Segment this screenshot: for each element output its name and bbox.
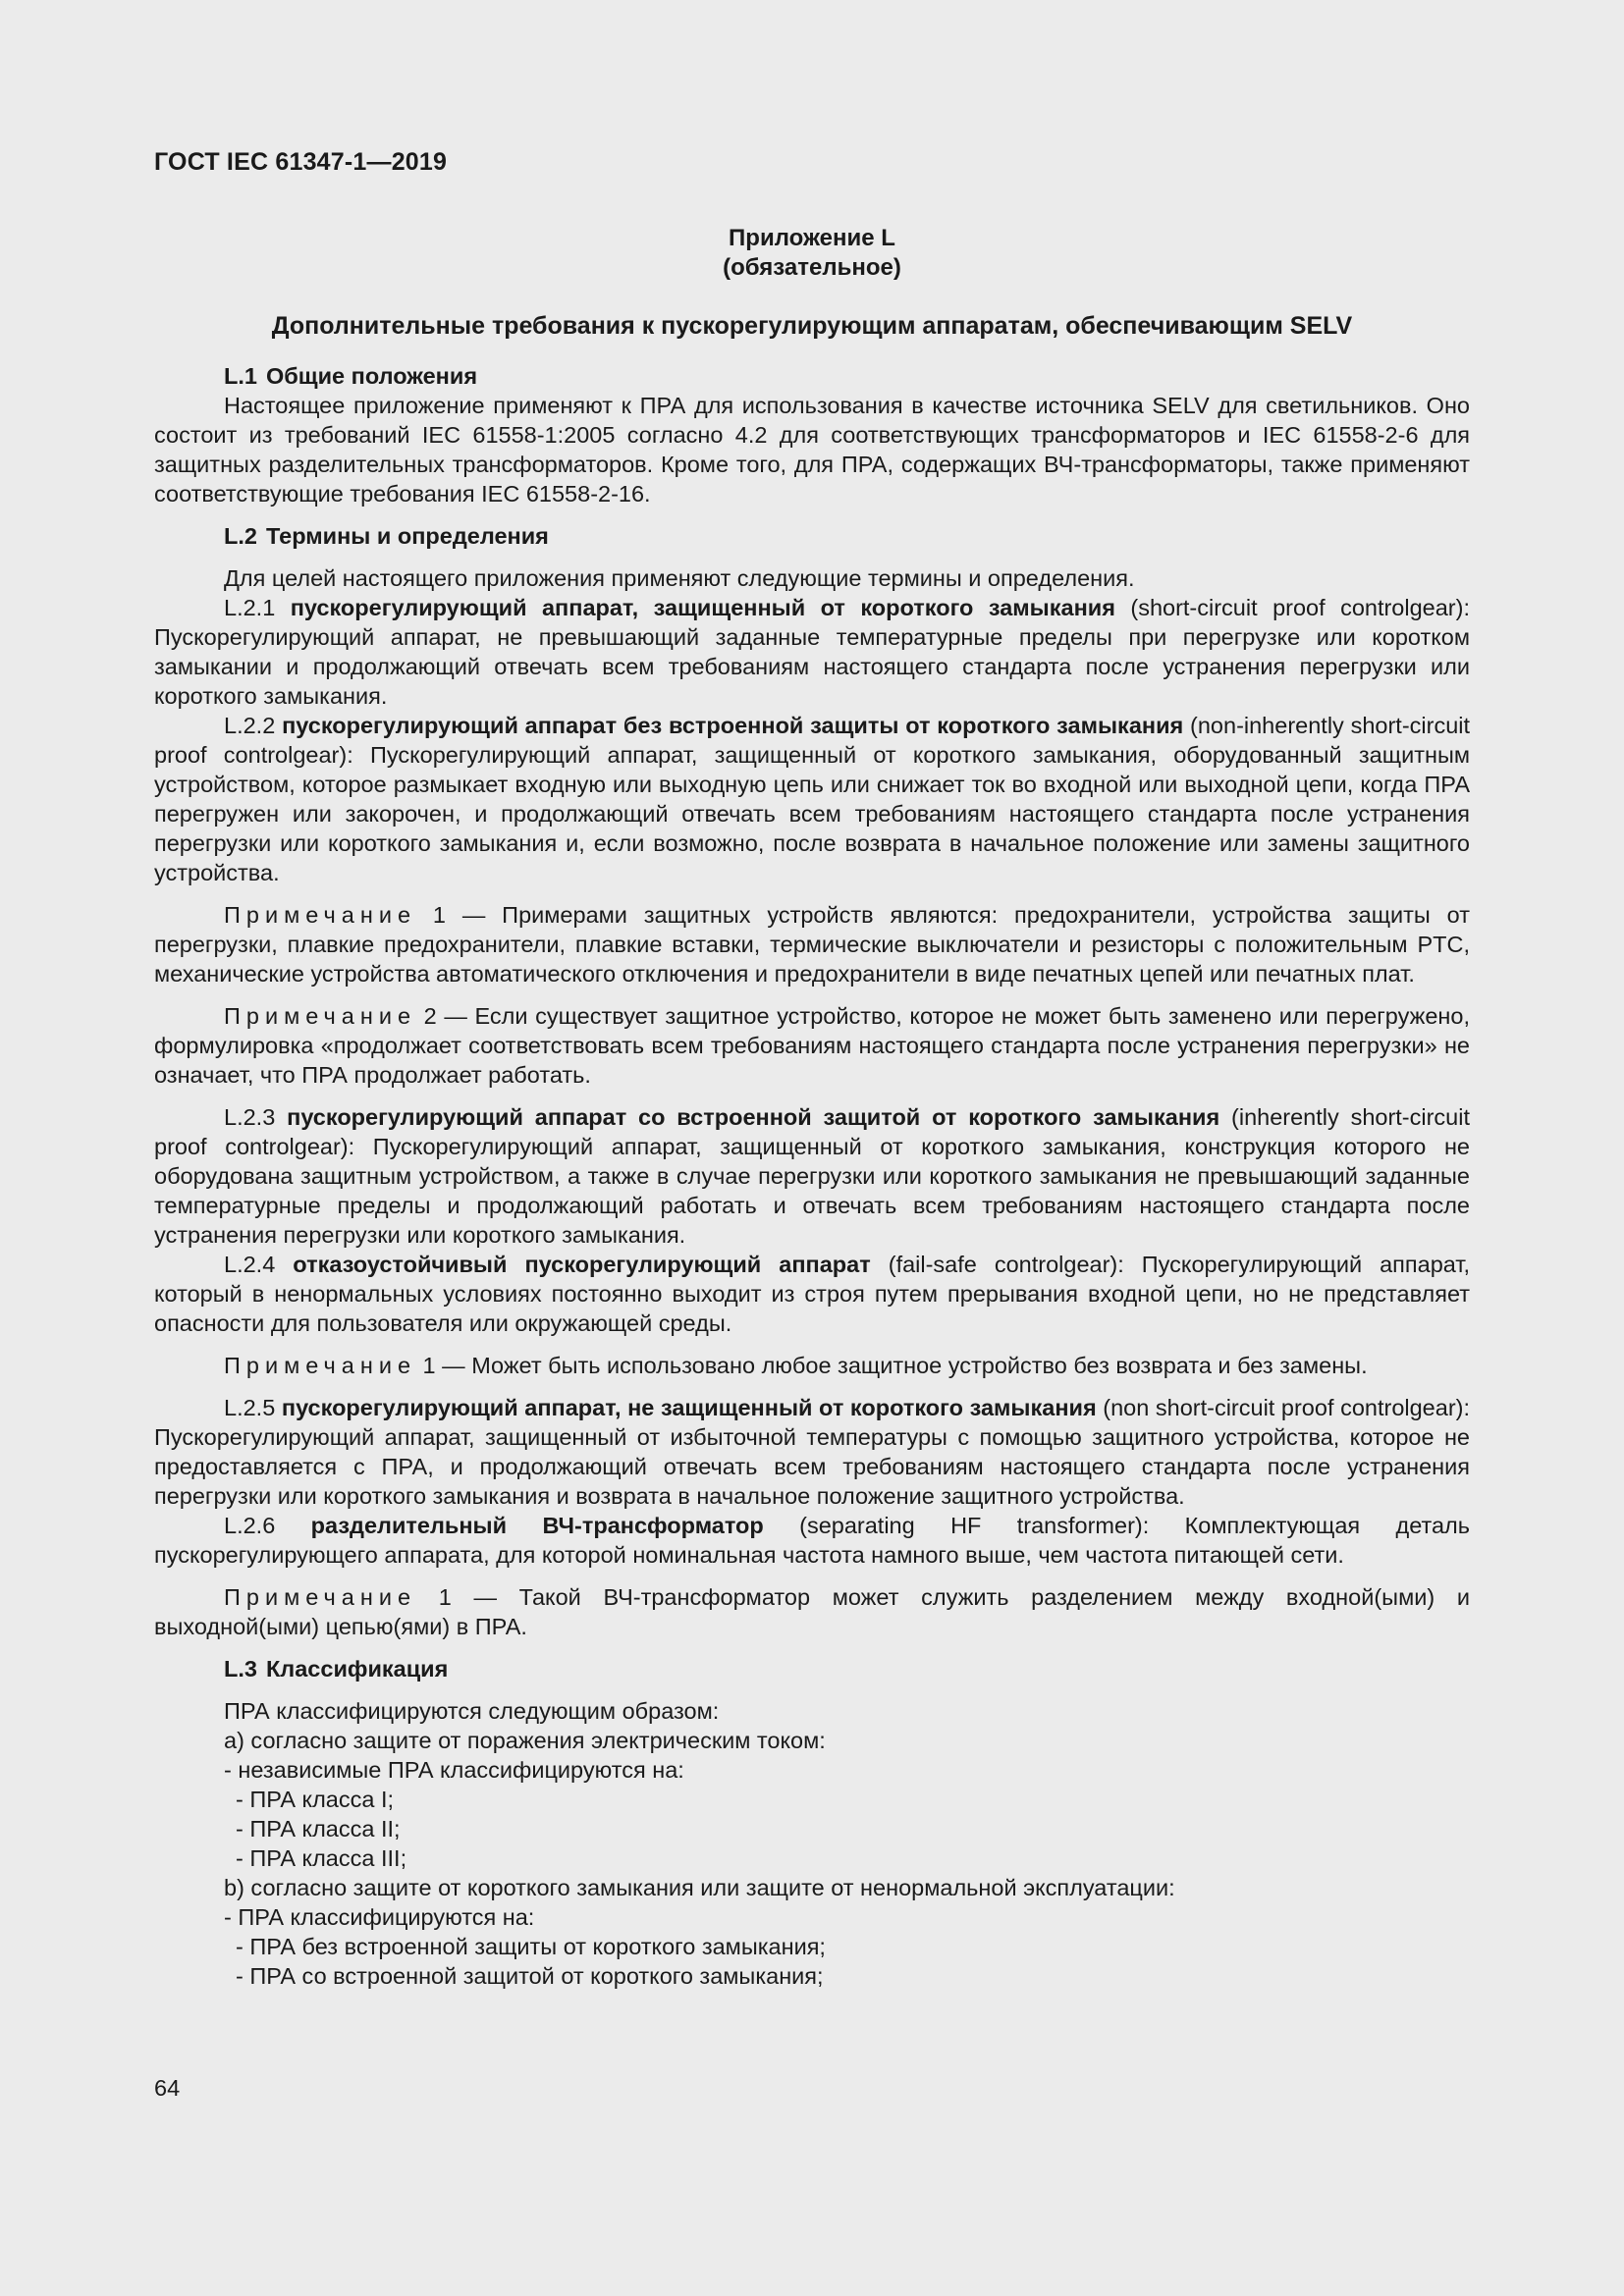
- note: [154, 1001, 1470, 1090]
- definition-term: разделительный ВЧ-трансформатор: [310, 1513, 764, 1538]
- note: [154, 1582, 1470, 1641]
- definition-number: L.2.5: [224, 1395, 276, 1420]
- classification-line: - ПРА класса I;: [236, 1787, 395, 1812]
- definition-l2-6: [154, 1511, 1470, 1570]
- classification-line: - независимые ПРА классифицируются на:: [224, 1757, 684, 1783]
- definition-text: (short-circuit proof controlgear): Пускорегулирующий аппарат, не превышающий заданные температурные пределы при перегрузке или коротком замыкании и продолжающий отвечать всем требованиям настоящего стандарта после устранения перегрузки или короткого замыкания.: [154, 595, 1470, 709]
- note-text: 1 — Такой ВЧ-трансформатор может служить разделением между входной(ыми) и выходной(ыми) цепью(ями) в ПРА.: [154, 1584, 1470, 1639]
- classification-list: [154, 1696, 1470, 1991]
- definition-number: L.2.1: [224, 595, 276, 620]
- note-label: Примечание: [224, 1353, 417, 1378]
- note: [154, 900, 1470, 988]
- definition-term: пускорегулирующий аппарат без встроенной защиты от короткого замыкания: [282, 713, 1184, 738]
- definition-text: (separating HF transformer): Комплектующая деталь пускорегулирующего аппарата, для которой номинальная частота намного выше, чем частота питающей сети.: [154, 1513, 1471, 1568]
- definition-text: (fail-safe controlgear): Пускорегулирующий аппарат, который в ненормальных условиях постоянно выходит из строя путем прерывания входной цепи, но не представляет опасности для пользователя или окружающей среды.: [154, 1252, 1470, 1336]
- annex-status: (обязательное): [723, 254, 901, 281]
- standard-header: ГОСТ IEC 61347-1—2019: [154, 148, 448, 176]
- section-number: L.3: [224, 1656, 257, 1682]
- section-title: Общие положения: [265, 363, 478, 389]
- definition-l2-1: [154, 593, 1470, 711]
- definition-number: L.2.2: [224, 713, 276, 738]
- classification-line: b) согласно защите от короткого замыкания или защите от ненормальной эксплуатации:: [224, 1875, 1175, 1900]
- definition-l2-4: [154, 1250, 1470, 1338]
- section-title: Классификация: [265, 1656, 449, 1682]
- classification-line: - ПРА класса III;: [236, 1845, 407, 1871]
- definition-number: L.2.4: [224, 1252, 276, 1277]
- note-label: Примечание: [224, 1584, 417, 1610]
- definition-number: L.2.3: [224, 1104, 276, 1130]
- classification-line: ПРА классифицируются следующим образом:: [224, 1698, 720, 1724]
- section-heading-l3: [154, 1654, 1470, 1683]
- classification-line: a) согласно защите от поражения электрическим током:: [224, 1728, 826, 1753]
- note-text: 1 — Примерами защитных устройств являются: предохранители, устройства защиты от перегрузки, плавкие предохранители, плавкие вставки, термические выключатели и резисторы с положительным PTC, механические устройства автоматического отключения и предохранители в виде печатных цепей или печатных плат.: [154, 902, 1470, 987]
- classification-line: - ПРА классифицируются на:: [224, 1904, 535, 1930]
- annex-title: Дополнительные требования к пускорегулирующим аппаратам, обеспечивающим SELV: [271, 312, 1353, 340]
- page-number: 64: [154, 2075, 181, 2101]
- classification-line: - ПРА со встроенной защитой от короткого замыкания;: [236, 1963, 824, 1989]
- section-heading-l1: [154, 361, 1470, 391]
- definition-l2-2: [154, 711, 1470, 887]
- section-number: L.2: [224, 523, 257, 549]
- definition-term: пускорегулирующий аппарат со встроенной защитой от короткого замыкания: [287, 1104, 1220, 1130]
- note-text: 2 — Если существует защитное устройство, которое не может быть заменено или перегружено, формулировка «продолжает соответствовать всем требованиям настоящего стандарта после устранения перегрузки» не означает, что ПРА продолжает работать.: [154, 1003, 1470, 1088]
- definition-term: отказоустойчивый пускорегулирующий аппарат: [293, 1252, 871, 1277]
- note-label: Примечание: [224, 1003, 417, 1029]
- paragraph: Для целей настоящего приложения применяют следующие термины и определения.: [224, 565, 1135, 591]
- definition-text: (non-inherently short-circuit proof controlgear): Пускорегулирующий аппарат, защищенный от короткого замыкания, оборудованный защитным устройством, которое размыкает входную или выходную цепь или снижает ток во входной или выходной цепи, когда ПРА перегружен или закорочен, и продолжающий отвечать всем требованиям настоящего стандарта после устранения перегрузки или короткого замыкания и, если возможно, после возврата в начальное положение или замены защитного устройства.: [154, 713, 1471, 885]
- note-text: 1 — Может быть использовано любое защитное устройство без возврата и без замены.: [416, 1353, 1368, 1378]
- definition-l2-5: [154, 1393, 1470, 1511]
- definition-term: пускорегулирующий аппарат, защищенный от короткого замыкания: [290, 595, 1115, 620]
- classification-line: - ПРА без встроенной защиты от короткого замыкания;: [236, 1934, 826, 1959]
- definition-l2-3: [154, 1102, 1470, 1250]
- note-label: Примечание: [224, 902, 417, 928]
- section-heading-l2: [154, 521, 1470, 551]
- definition-number: L.2.6: [224, 1513, 276, 1538]
- section-title: Термины и определения: [265, 523, 549, 549]
- section-number: L.1: [224, 363, 257, 389]
- note: [154, 1351, 1470, 1380]
- page-content: [154, 224, 1470, 1991]
- paragraph: Настоящее приложение применяют к ПРА для использования в качестве источника SELV для светильников. Оно состоит из требований IEC 61558-1:2005 согласно 4.2 для соответствующих трансформаторов и IEC 61558-2-6 для защитных разделительных трансформаторов. Кроме того, для ПРА, содержащих ВЧ-трансформаторы, также применяют соответствующие требования IEC 61558-2-16.: [154, 393, 1470, 507]
- definition-text: (inherently short-circuit proof controlgear): Пускорегулирующий аппарат, защищенный от короткого замыкания, конструкция которого не оборудована защитным устройством, а также в случае перегрузки или короткого замыкания не превышающий заданные температурные пределы и продолжающий работать и отвечать всем требованиям настоящего стандарта после устранения перегрузки или короткого замыкания.: [154, 1104, 1471, 1248]
- definition-text: (non short-circuit proof controlgear): Пускорегулирующий аппарат, защищенный от избыточной температуры с помощью защитного устройства, которое не предоставляется с ПРА, и продолжающий отвечать всем требованиям настоящего стандарта после устранения перегрузки или короткого замыкания и возврата в начальное положение защитного устройства.: [154, 1395, 1470, 1509]
- annex-label: Приложение L: [729, 225, 895, 251]
- definition-term: пускорегулирующий аппарат, не защищенный от короткого замыкания: [281, 1395, 1097, 1420]
- classification-line: - ПРА класса II;: [236, 1816, 401, 1842]
